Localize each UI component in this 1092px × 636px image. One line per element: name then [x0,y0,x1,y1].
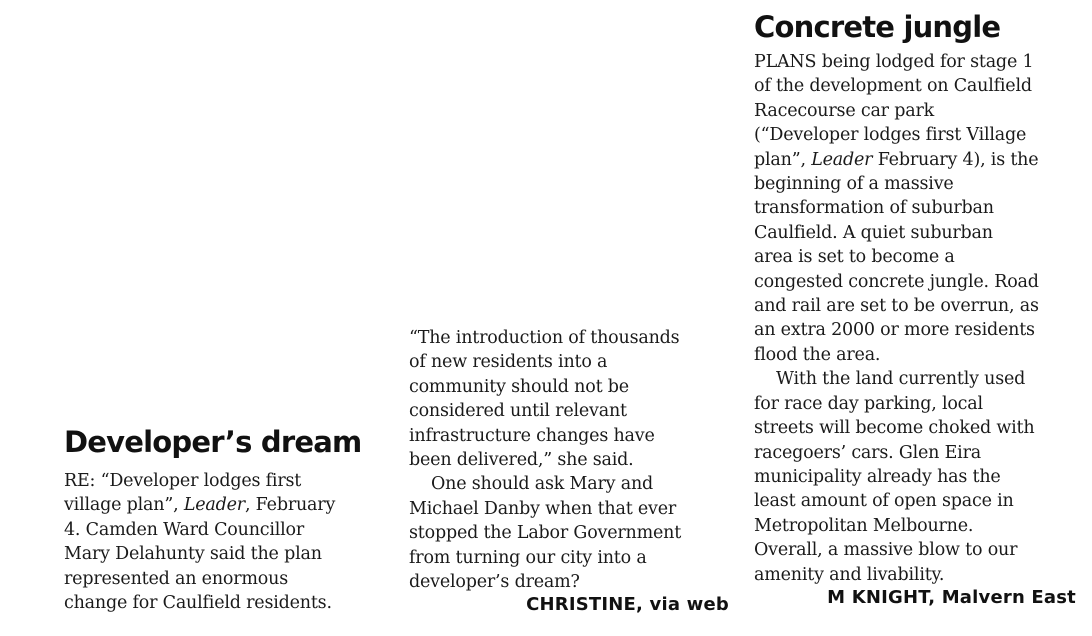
text-line: an extra 2000 or more residents [754,320,1035,341]
text-line: considered until relevant [409,401,627,422]
text-line: flood the area. [754,344,881,365]
text-line: Metropolitan Melbourne. [754,515,974,536]
signature: M KNIGHT, Malvern East [827,586,1076,608]
paragraph [409,326,729,472]
letter-developers-dream-continued [409,326,729,615]
headline: Concrete jungle [754,10,1001,44]
text-line: streets will become choked with [754,418,1035,439]
letter-body [409,326,729,594]
text-line: One should ask Mary and [431,474,654,495]
text-line: “The introduction of thousands [409,328,680,348]
text-line: With the land currently used [776,369,1026,390]
text-line: of new residents into a [409,352,608,373]
text-line: transformation of suburban [754,198,994,219]
text-line: developer’s dream? [409,572,580,593]
text-line: and rail are set to be overrun, as [754,296,1039,317]
text-line: least amount of open space in [754,491,1014,512]
text-line: stopped the Labor Government [409,523,682,544]
paragraph [64,469,384,615]
text-line: represented an enormous [64,568,288,589]
text-line: village plan”, [64,495,184,516]
text-line: change for Caulfield residents. [64,593,332,614]
text-line: PLANS being lodged for stage 1 [754,52,1034,72]
letter-body [64,469,384,615]
signature: CHRISTINE, via web [526,594,729,616]
paragraph [754,50,1076,367]
text-line: been delivered,” she said. [409,450,634,471]
text-line: community should not be [409,376,629,397]
text-line: RE: “Developer lodges first [64,471,302,491]
text-line: Caulfield. A quiet suburban [754,222,993,243]
text-line: racegoers’ cars. Glen Eira [754,442,981,463]
text-line: area is set to become a [754,247,955,268]
publication-name: Leader [183,495,245,516]
paragraph [754,367,1076,587]
letter-body [754,50,1076,587]
text-line: February 4), is the [872,149,1039,170]
text-line: plan”, [754,149,812,170]
text-line: congested concrete jungle. Road [754,271,1039,292]
text-line: Overall, a massive blow to our [754,540,1018,561]
text-line: amenity and livability. [754,564,945,585]
text-line: , February [244,495,336,516]
letter-developers-dream [64,425,384,615]
text-line: from turning our city into a [409,547,647,568]
text-line: (“Developer lodges first Village [754,125,1027,146]
text-line: of the development on Caulfield [754,76,1032,97]
text-line: for race day parking, local [754,393,983,414]
text-line: 4. Camden Ward Councillor [64,519,305,540]
letter-concrete-jungle [754,10,1076,608]
text-line: Mary Delahunty said the plan [64,544,322,565]
text-line: municipality already has the [754,466,1001,487]
headline: Developer’s dream [64,425,362,459]
paragraph [409,472,729,594]
text-line: Racecourse car park [754,100,935,121]
text-line: beginning of a massive [754,174,954,195]
text-line: infrastructure changes have [409,425,655,446]
publication-name: Leader [811,149,873,170]
text-line: Michael Danby when that ever [409,498,677,519]
